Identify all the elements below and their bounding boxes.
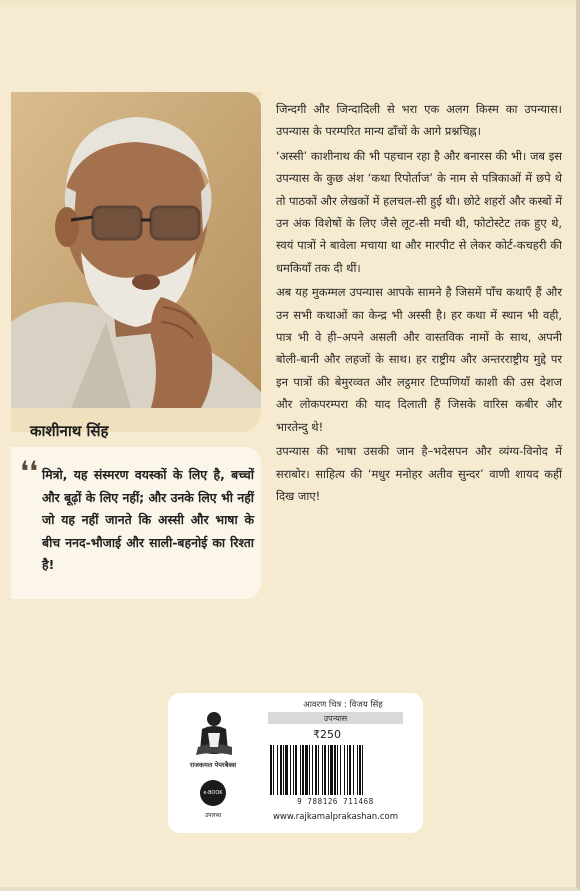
description-paragraph-1: जिन्दगी और जिन्दादिली से भरा एक अलग किस्म का उपन्यास। उपन्यास के परम्परित मान्य ढाँचों के आगे प्रश्नचिह्न।: [276, 102, 562, 139]
publisher-logo-icon: [188, 707, 240, 767]
quote-mark-icon: ❛❛: [20, 455, 39, 488]
genre-label: उपन्यास: [268, 712, 403, 724]
ebook-badge-icon: [200, 780, 226, 806]
price: ₹250: [313, 728, 341, 741]
publisher-website: www.rajkamalprakashan.com: [272, 812, 399, 822]
cover-credit: आवरण चित्र : विजय सिंह: [303, 700, 383, 710]
isbn-barcode: [268, 745, 403, 795]
description-paragraph-2: ‘अस्सी’ काशीनाथ की भी पहचान रहा है और बनारस की भी। जब इस उपन्यास के कुछ अंश ‘कथा रिपोर्ताज’ के नाम से पत्रिकाओं में छपे थे तो पाठकों और लेखकों में हलचल-सी हुई थी। छोटे शहरों और कस्बों में उन अंक विशेषों के लिए जैसे लूट-सी मची थी, फोटोस्टेट तक हुए थे, स्वयं पात्रों ने बावेला मचाया था और मारपीट से लेकर कोर्ट-कचहरी की धमकियाँ तक दी थीं।: [276, 148, 563, 275]
author-portrait-illustration: [11, 92, 261, 408]
isbn-number: 9 788126 711468: [297, 797, 374, 806]
quote-text: मित्रो, यह संस्मरण वयस्कों के लिए है, बच्चों और बूढ़ों के लिए नहीं; और उनके लिए भी नहीं जो यह नहीं जानते कि अस्सी और भाषा के बीच ननद-भौजाई और साली-बहनोई का रिश्ता है!: [42, 467, 254, 573]
description-paragraph-3: अब यह मुकम्मल उपन्यास आपके सामने है जिसमें पाँच कथाएँ हैं और उन सभी कथाओं का केन्द्र भी अस्सी है। हर कथा में स्थान भी वही, पात्र भी वे ही–अपने असली और वास्तविक नामों के साथ, अपनी बोली-बानी और लहजों के साथ। हर राष्ट्रीय और अन्तरराष्ट्रीय मुद्दे पर इन पात्रों की बेमुरव्वत और लट्ठमार टिप्पणियाँ काशी की उस देशज और लोकपरम्परा की याद दिलाती हैं जिसके वारिस कबीर और भारतेन्दु थे!: [276, 285, 562, 434]
book-description: [276, 98, 562, 507]
publisher-label: राजकमल पेपरबैक्स: [189, 761, 237, 769]
author-photo: [11, 92, 261, 408]
ebook-badge-text: e-BOOK: [203, 790, 223, 796]
author-name: काशीनाथ सिंह: [30, 422, 109, 440]
ebook-label: उपलब्ध: [204, 812, 222, 819]
description-paragraph-4: उपन्यास की भाषा उसकी जान है–भदेसपन और व्यंग्य-विनोद में सराबोर। साहित्य की ‘मधुर मनोहर अतीव सुन्दर’ वाणी शायद कहीं दिख जाए!: [276, 444, 562, 503]
